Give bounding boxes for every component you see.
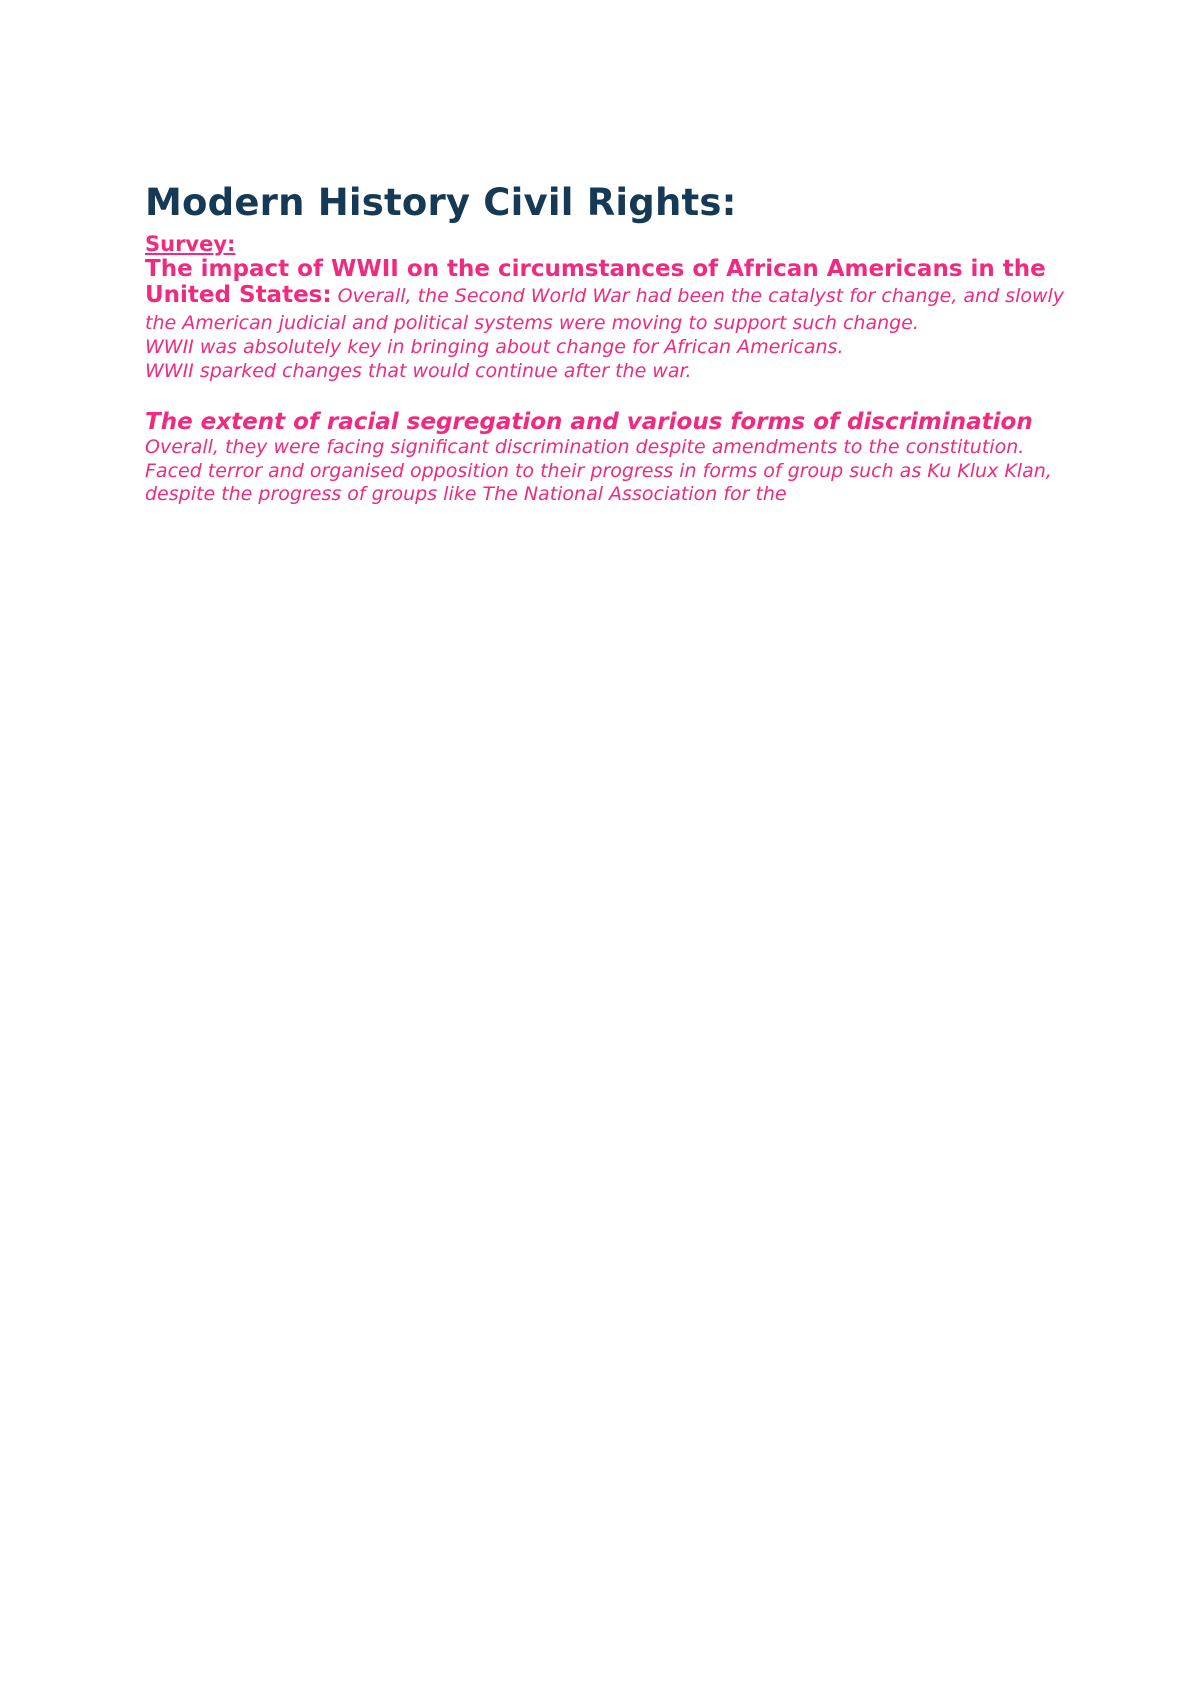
section2-heading: The extent of racial segregation and various forms of discrimination: [145, 409, 1033, 436]
section1-heading-text: The impact of WWII on the circumstances of African Americans in the United States:: [145, 256, 1046, 308]
section1-line3: WWII sparked changes that would continue after the war.: [145, 359, 692, 382]
section2-closing: Overall, they were facing significant discrimination despite amendments to the constitution. Faced terror and organised opposition to their progress in forms of group such as Ku Klux Klan, despite the progress of groups like The National Association for the: [145, 436, 1052, 506]
page-title: Modern History Civil Rights:: [145, 181, 737, 224]
section1-heading: [145, 256, 1080, 336]
section1-intro: Overall, the Second World War had been the catalyst for change, and slowly the American judicial and political systems were moving to support such change.: [145, 285, 1065, 334]
survey-label: Survey:: [145, 232, 236, 256]
document-content: [145, 182, 1080, 507]
section1-line2: WWII was absolutely key in bringing about change for African Americans.: [145, 336, 844, 358]
